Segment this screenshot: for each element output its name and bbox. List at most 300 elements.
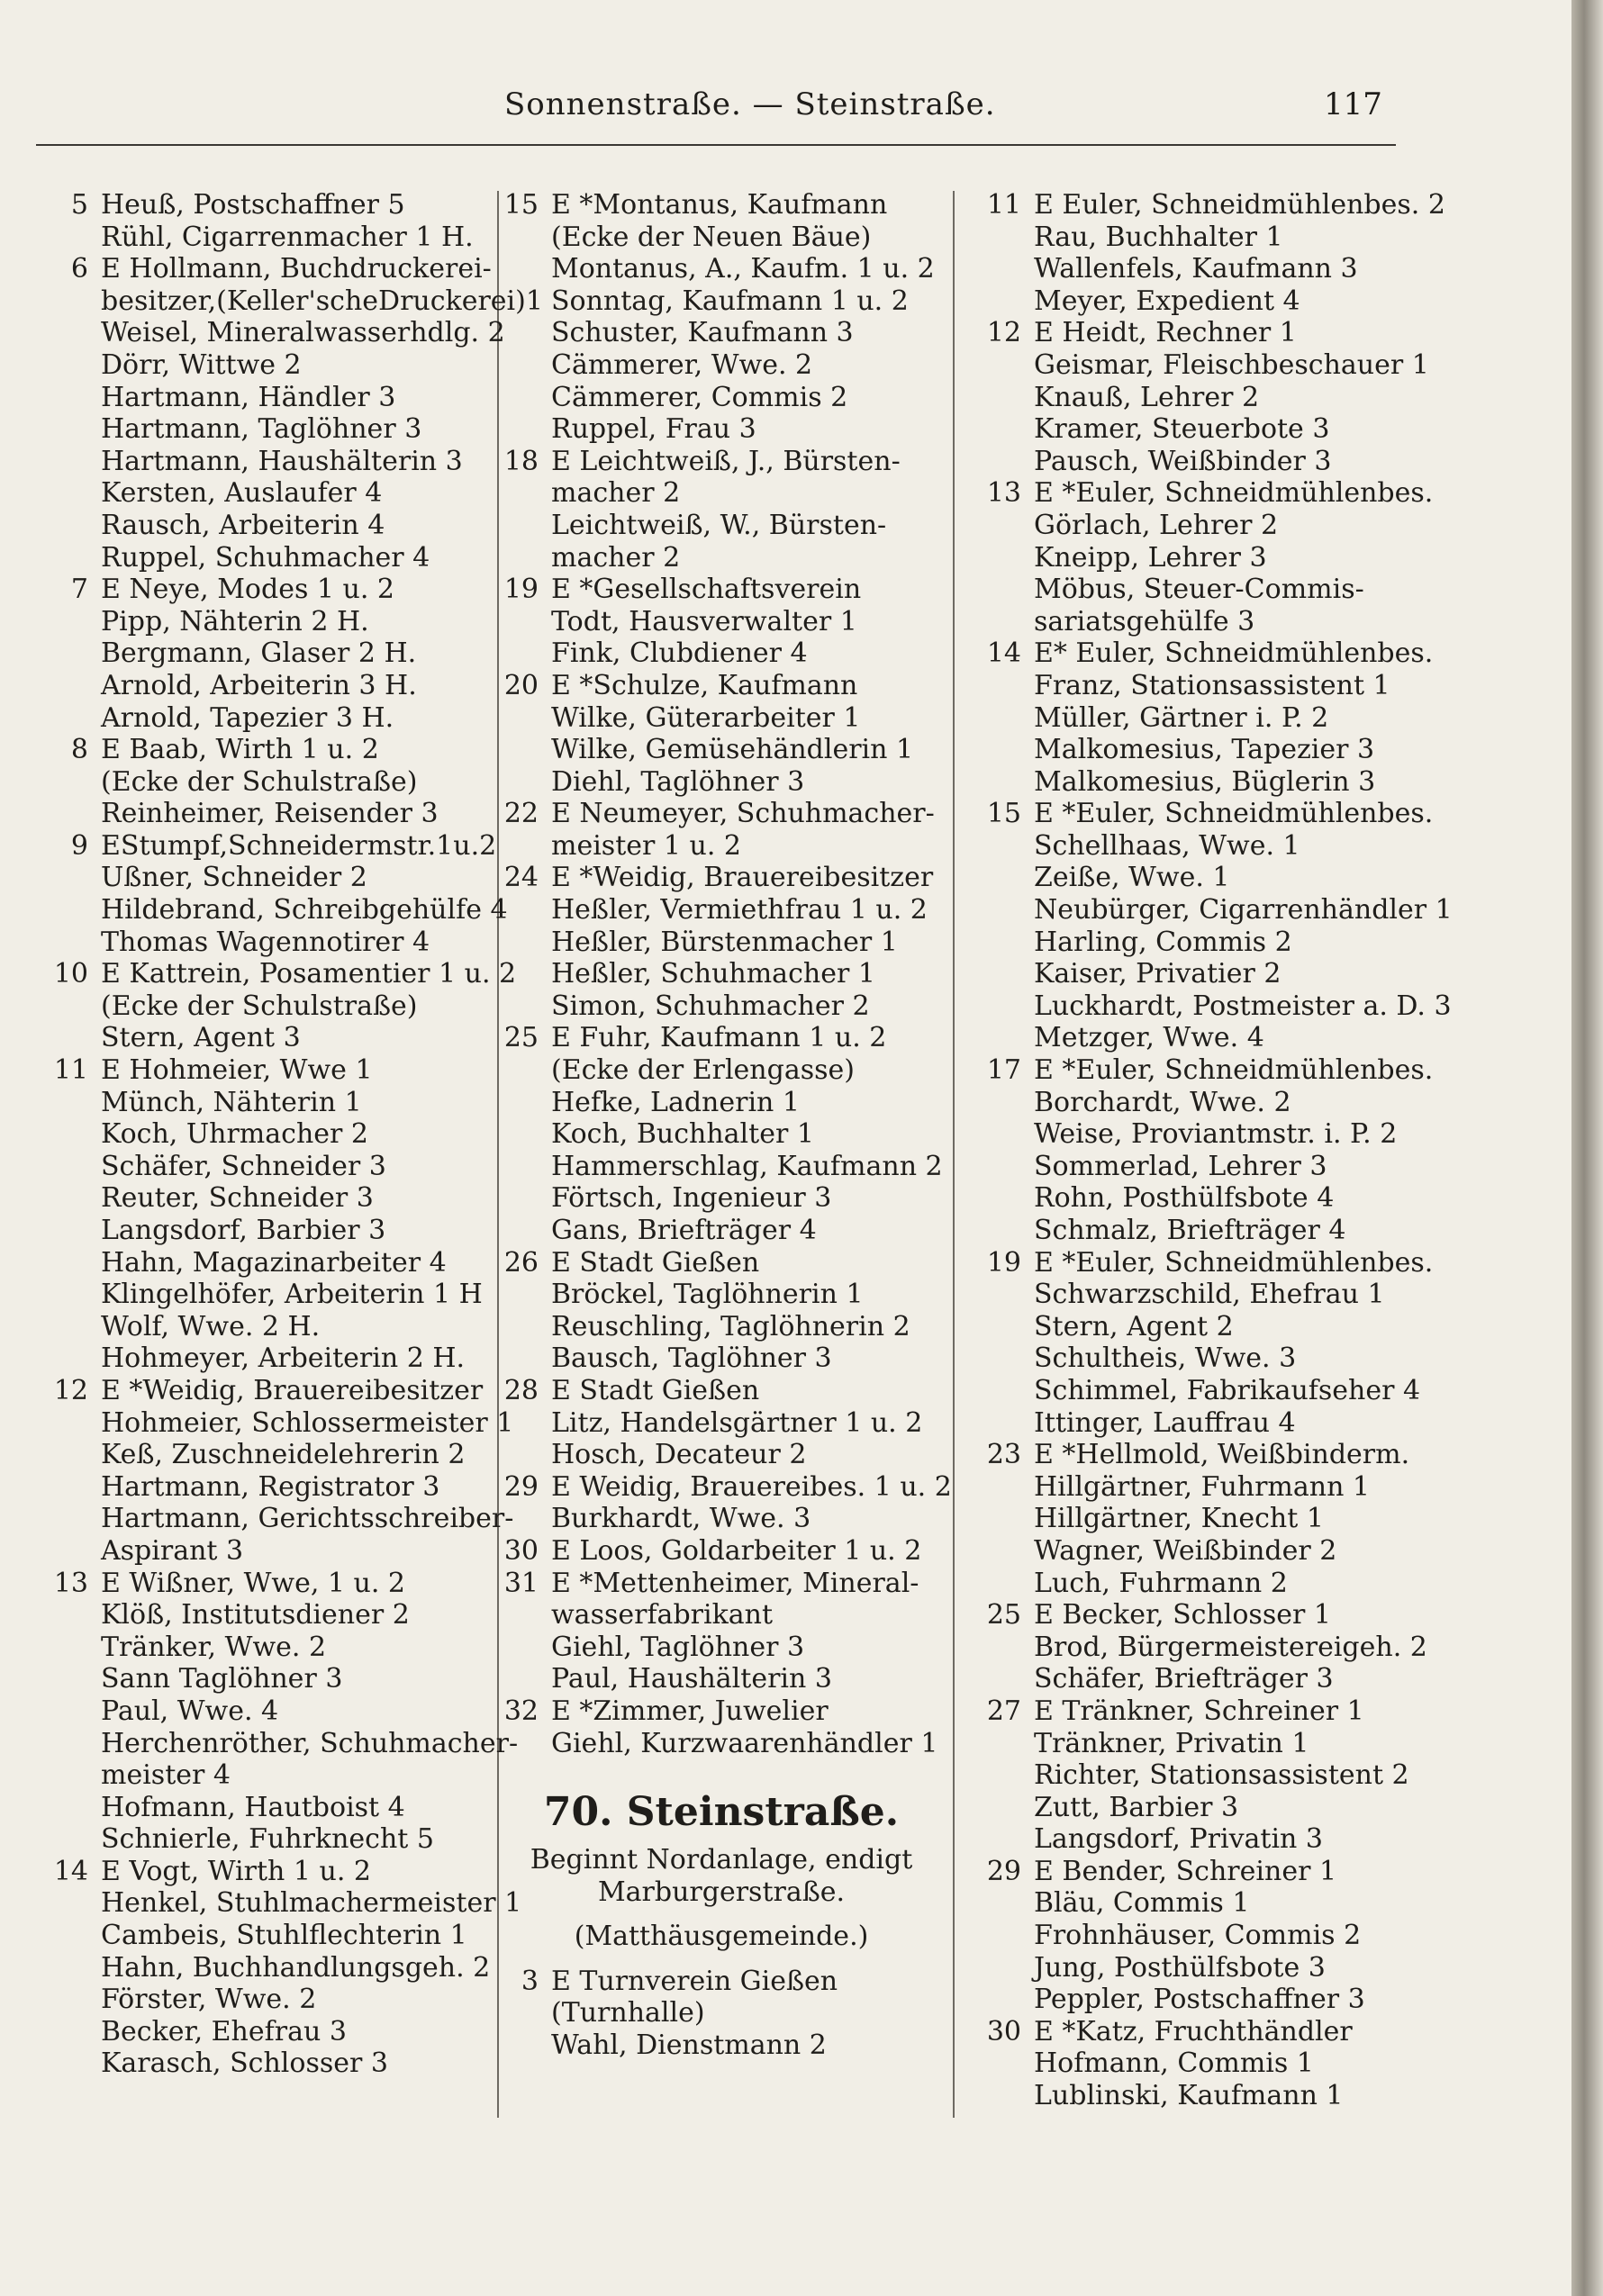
directory-entry <box>551 1279 947 1311</box>
directory-entry <box>551 990 947 1023</box>
entry-text: Wallenfels, Kaufmann 3 <box>1034 253 1358 285</box>
entry-text: Wagner, Weißbinder 2 <box>1034 1534 1337 1567</box>
entry-text: Simon, Schuhmacher 2 <box>551 990 870 1022</box>
entry-text: Knauß, Lehrer 2 <box>1034 381 1260 413</box>
directory-entry <box>1034 702 1412 735</box>
entry-text: macher 2 <box>551 477 681 510</box>
directory-entry <box>1034 1823 1412 1856</box>
directory-entry <box>101 990 488 1023</box>
directory-entry <box>53 1567 488 1600</box>
entry-text: Gans, Briefträger 4 <box>551 1215 817 1246</box>
entry-text: E* Euler, Schneidmühlenbes. <box>1034 637 1434 670</box>
entry-text: Pipp, Nähterin 2 H. <box>101 605 369 637</box>
entry-text: besitzer,(Keller'scheDruckerei)1 <box>101 285 543 317</box>
section-description-2: Marburgerstraße. <box>597 1876 846 1908</box>
entry-text: E *Weidig, Brauereibesitzer <box>101 1374 484 1406</box>
entry-text: Weise, Proviantmstr. i. P. 2 <box>1034 1118 1398 1151</box>
section-parish: (Matthäusgemeinde.) <box>574 1921 869 1953</box>
entry-text: Bergmann, Glaser 2 H. <box>101 637 417 670</box>
directory-entry <box>1034 446 1412 478</box>
directory-entry <box>1034 2047 1412 2080</box>
house-number: 18 <box>503 445 539 477</box>
directory-entry <box>1034 1311 1412 1343</box>
entry-text: Zutt, Barbier 3 <box>1034 1791 1239 1823</box>
house-number: 10 <box>53 958 88 990</box>
directory-entry <box>503 862 947 894</box>
entry-text: Hefke, Ladnerin 1 <box>551 1086 800 1118</box>
directory-entry <box>551 637 947 670</box>
house-number: 27 <box>986 1695 1021 1727</box>
directory-entry <box>1034 285 1412 318</box>
entry-text: Reuschling, Taglöhnerin 2 <box>551 1310 910 1342</box>
directory-entry <box>101 1118 488 1151</box>
directory-entry <box>1034 253 1412 285</box>
entry-text: Schäfer, Schneider 3 <box>101 1150 386 1182</box>
directory-entry <box>101 1727 519 1760</box>
directory-entry <box>551 382 947 414</box>
directory-entry <box>101 894 508 927</box>
directory-entry <box>101 542 488 574</box>
directory-entry <box>1034 1471 1412 1504</box>
entry-text: (Turnhalle) <box>551 1997 705 2029</box>
entry-text: Hofmann, Commis 1 <box>1034 2047 1314 2080</box>
entry-text: Hahn, Buchhandlungsgeh. 2 <box>101 1951 491 1984</box>
directory-entry <box>101 1792 488 1824</box>
entry-text: Tränker, Wwe. 2 <box>101 1631 327 1663</box>
directory-entry <box>1034 927 1412 959</box>
directory-entry <box>1034 413 1412 446</box>
entry-text: E Neumeyer, Schuhmacher- <box>551 798 935 830</box>
entry-text: Hartmann, Gerichtsschreiber- <box>101 1503 514 1535</box>
entry-text: Cämmerer, Wwe. 2 <box>551 348 813 381</box>
house-number: 28 <box>503 1374 539 1406</box>
entry-text: Hillgärtner, Knecht 1 <box>1034 1503 1324 1535</box>
entry-text: Wilke, Güterarbeiter 1 <box>551 701 861 734</box>
directory-entry <box>551 1663 947 1695</box>
house-number: 14 <box>986 637 1021 670</box>
entry-text: Wolf, Wwe. 2 H. <box>101 1310 321 1342</box>
directory-entry <box>551 317 947 349</box>
house-number: 6 <box>70 253 88 285</box>
directory-entry <box>1034 990 1452 1023</box>
entry-text: Diehl, Taglöhner 3 <box>551 765 805 798</box>
house-number: 20 <box>503 669 539 701</box>
house-number: 13 <box>53 1567 88 1599</box>
directory-entry <box>503 1567 947 1600</box>
directory-entry <box>101 1951 491 1984</box>
entry-text: Klingelhöfer, Arbeiterin 1 H <box>101 1279 483 1311</box>
directory-entry <box>551 477 947 510</box>
entry-text: Kramer, Steuerbote 3 <box>1034 413 1330 446</box>
entry-text: Langsdorf, Privatin 3 <box>1034 1823 1323 1856</box>
entry-text: E *Hellmold, Weißbinderm. <box>1034 1439 1410 1471</box>
house-number: 19 <box>986 1246 1021 1279</box>
directory-entry <box>503 189 947 221</box>
directory-entry <box>551 606 947 638</box>
entry-text: E *Euler, Schneidmühlenbes. <box>1034 1054 1434 1087</box>
entry-text: Arnold, Tapezier 3 H. <box>101 701 394 734</box>
entry-text: Heßler, Schuhmacher 1 <box>551 958 875 990</box>
directory-entry <box>1034 221 1412 254</box>
entry-text: Görlach, Lehrer 2 <box>1034 509 1279 541</box>
directory-entry <box>1034 1535 1412 1568</box>
directory-entry <box>1034 1984 1412 2016</box>
entry-text: E *Euler, Schneidmühlenbes. <box>1034 798 1434 830</box>
house-number: 15 <box>503 189 539 221</box>
entry-text: Fink, Clubdiener 4 <box>551 637 808 670</box>
entry-text: Montanus, A., Kaufm. 1 u. 2 <box>551 253 935 285</box>
entry-text: Hartmann, Registrator 3 <box>101 1470 440 1503</box>
house-number: 15 <box>986 798 1021 830</box>
entry-text: macher 2 <box>551 541 681 574</box>
directory-entry <box>986 317 1412 349</box>
entry-text: Giehl, Taglöhner 3 <box>551 1631 805 1663</box>
directory-entry <box>101 1279 488 1311</box>
entry-text: Schmalz, Briefträger 4 <box>1034 1215 1346 1246</box>
directory-entry <box>101 317 505 349</box>
entry-text: E Leichtweiß, J., Bürsten- <box>551 445 901 477</box>
directory-entry <box>70 189 488 221</box>
entry-text: E Vogt, Wirth 1 u. 2 <box>101 1855 371 1887</box>
entry-text: Sann Taglöhner 3 <box>101 1663 343 1695</box>
entry-text: Wilke, Gemüsehändlerin 1 <box>551 734 914 766</box>
directory-entry <box>1034 1118 1412 1151</box>
entry-text: Hohmeier, Schlossermeister 1 <box>101 1406 514 1439</box>
entry-text: E Weidig, Brauereibes. 1 u. 2 <box>551 1470 952 1503</box>
directory-entry <box>101 1887 522 1920</box>
entry-text: Schwarzschild, Ehefrau 1 <box>1034 1279 1385 1311</box>
entry-text: Sonntag, Kaufmann 1 u. 2 <box>551 285 909 317</box>
directory-entry <box>101 1182 488 1215</box>
entry-text: Müller, Gärtner i. P. 2 <box>1034 701 1329 734</box>
directory-entry <box>101 1759 488 1792</box>
entry-text: Kneipp, Lehrer 3 <box>1034 541 1267 574</box>
directory-entry <box>1034 1631 1427 1664</box>
directory-entry <box>551 1054 947 1087</box>
house-number: 12 <box>986 317 1021 349</box>
directory-entry <box>1034 1087 1412 1119</box>
entry-text: E Stadt Gießen <box>551 1246 760 1279</box>
house-number: 29 <box>986 1855 1021 1887</box>
directory-entry <box>101 1695 488 1728</box>
entry-text: Schellhaas, Wwe. 1 <box>1034 829 1300 862</box>
entry-text: Rohn, Posthülfsbote 4 <box>1034 1182 1335 1215</box>
directory-entry <box>986 2015 1412 2048</box>
directory-entry <box>986 1695 1412 1728</box>
entry-text: Giehl, Kurzwaarenhändler 1 <box>551 1727 938 1759</box>
entry-text: Henkel, Stuhlmachermeister 1 <box>101 1887 522 1920</box>
directory-entry <box>551 1997 947 2029</box>
house-number: 24 <box>503 862 539 894</box>
directory-entry <box>1034 1663 1412 1695</box>
house-number: 26 <box>503 1246 539 1279</box>
directory-entry <box>1034 542 1412 574</box>
entry-text: Cambeis, Stuhlflechterin 1 <box>101 1920 467 1952</box>
entry-text: Langsdorf, Barbier 3 <box>101 1215 386 1246</box>
directory-entry <box>551 927 947 959</box>
entry-text: Brod, Bürgermeistereigeh. 2 <box>1034 1631 1427 1663</box>
directory-entry <box>101 927 488 959</box>
entry-text: Herchenröther, Schuhmacher- <box>101 1727 519 1759</box>
house-number: 11 <box>986 189 1021 221</box>
entry-text: E *Schulze, Kaufmann <box>551 669 858 701</box>
house-number: 7 <box>70 574 88 606</box>
directory-entry <box>1034 766 1412 799</box>
entry-text: E Euler, Schneidmühlenbes. 2 <box>1034 189 1445 221</box>
directory-entry <box>101 1311 488 1343</box>
directory-entry <box>551 349 947 382</box>
directory-entry <box>551 542 947 574</box>
directory-entry <box>503 1246 947 1279</box>
section-heading: 70. Steinstraße. <box>543 1789 900 1836</box>
directory-entry <box>101 382 488 414</box>
entry-text: Frohnhäuser, Commis 2 <box>1034 1920 1362 1952</box>
directory-entry <box>1034 1759 1412 1792</box>
entry-text: Becker, Ehefrau 3 <box>101 2015 347 2047</box>
directory-entry <box>1034 1887 1412 1920</box>
directory-entry <box>101 1471 488 1504</box>
directory-entry <box>551 766 947 799</box>
directory-entry <box>1034 606 1412 638</box>
house-number: 25 <box>503 1022 539 1054</box>
directory-entry <box>101 862 488 894</box>
entry-text: meister 4 <box>101 1759 231 1792</box>
directory-entry <box>986 637 1434 670</box>
entry-text: Hartmann, Haushälterin 3 <box>101 445 463 477</box>
directory-entry <box>986 1855 1412 1888</box>
entry-text: Förster, Wwe. 2 <box>101 1984 317 2016</box>
directory-entry <box>551 702 947 735</box>
entry-text: Stern, Agent 2 <box>1034 1310 1234 1342</box>
directory-entry <box>101 1406 514 1440</box>
entry-text: Tränkner, Privatin 1 <box>1034 1727 1309 1759</box>
entry-text: Rühl, Cigarrenmacher 1 H. <box>101 221 474 253</box>
entry-text: Karasch, Schlosser 3 <box>101 2047 388 2080</box>
directory-entry <box>986 1246 1434 1279</box>
directory-entry <box>503 1374 947 1407</box>
directory-entry <box>101 1599 488 1632</box>
entry-text: Heuß, Postschaffner 5 <box>101 189 405 221</box>
directory-entry <box>1034 574 1412 606</box>
directory-entry <box>1034 1728 1412 1760</box>
entry-text: E *Weidig, Brauereibesitzer <box>551 862 934 894</box>
entry-text: E *Katz, Fruchthändler <box>1034 2015 1353 2047</box>
directory-entry <box>551 1342 947 1375</box>
directory-entry <box>101 637 488 670</box>
directory-entry <box>551 1407 947 1440</box>
entry-text: Möbus, Steuer-Commis- <box>1034 574 1364 606</box>
entry-text: Heßler, Vermiethfrau 1 u. 2 <box>551 894 928 927</box>
entry-text: Wahl, Dienstmann 2 <box>551 2029 827 2062</box>
entry-text: E Bender, Schreiner 1 <box>1034 1855 1337 1887</box>
entry-text: Schimmel, Fabrikaufseher 4 <box>1034 1374 1421 1406</box>
directory-entry <box>101 1920 488 1952</box>
directory-entry <box>101 285 543 318</box>
entry-text: Malkomesius, Büglerin 3 <box>1034 765 1376 798</box>
directory-entry <box>551 1215 947 1247</box>
directory-entry <box>101 798 488 830</box>
directory-entry <box>551 2029 947 2062</box>
house-number: 23 <box>986 1439 1021 1471</box>
entry-text: Todt, Hausverwalter 1 <box>551 605 857 637</box>
entry-text: E Hohmeier, Wwe 1 <box>101 1054 373 1087</box>
entry-text: Thomas Wagennotirer 4 <box>101 926 430 958</box>
entry-text: E *Euler, Schneidmühlenbes. <box>1034 477 1434 510</box>
directory-entry <box>1034 830 1412 863</box>
directory-entry <box>101 766 488 799</box>
page-number: 117 <box>1324 86 1382 122</box>
entry-text: EStumpf,Schneidermstr.1u.2 <box>101 829 497 862</box>
entry-text: Ittinger, Lauffrau 4 <box>1034 1406 1296 1439</box>
entry-text: Paul, Wwe. 4 <box>101 1695 279 1727</box>
directory-entry <box>986 477 1434 510</box>
entry-text: (Ecke der Schulstraße) <box>101 765 418 798</box>
directory-entry <box>101 2047 488 2080</box>
directory-entry <box>1034 382 1412 414</box>
entry-text: Förtsch, Ingenieur 3 <box>551 1182 832 1215</box>
entry-text: Hohmeyer, Arbeiterin 2 H. <box>101 1342 466 1375</box>
entry-text: Borchardt, Wwe. 2 <box>1034 1086 1291 1118</box>
directory-entry <box>503 1695 947 1728</box>
house-number: 14 <box>53 1855 88 1887</box>
directory-entry <box>503 1022 947 1054</box>
directory-entry <box>101 413 488 446</box>
directory-entry <box>101 2016 488 2048</box>
entry-text: Koch, Uhrmacher 2 <box>101 1118 368 1151</box>
entry-text: E *Zimmer, Juwelier <box>551 1695 829 1727</box>
entry-text: wasserfabrikant <box>551 1599 774 1632</box>
column-2 <box>503 189 952 2062</box>
entry-text: Hartmann, Taglöhner 3 <box>101 413 422 446</box>
entry-text: Reinheimer, Reisender 3 <box>101 798 439 830</box>
entry-text: E Wißner, Wwe, 1 u. 2 <box>101 1567 406 1599</box>
directory-entry <box>101 606 488 638</box>
directory-entry <box>1034 734 1412 766</box>
directory-entry <box>551 1151 947 1183</box>
house-number: 31 <box>503 1567 539 1599</box>
entry-text: Bausch, Taglöhner 3 <box>551 1342 832 1375</box>
entry-text: Sommerlad, Lehrer 3 <box>1034 1150 1327 1182</box>
section-entries <box>521 1965 947 2062</box>
entry-text: Schuster, Kaufmann 3 <box>551 317 854 349</box>
entry-text: Aspirant 3 <box>101 1534 244 1567</box>
entry-text: Keß, Zuschneidelehrerin 2 <box>101 1439 466 1471</box>
directory-entry <box>101 1215 488 1247</box>
directory-entry <box>551 1087 947 1119</box>
directory-entry <box>986 1054 1434 1087</box>
directory-entry <box>101 1984 488 2016</box>
page-edge <box>1571 0 1603 2296</box>
directory-entry <box>551 1728 947 1760</box>
entry-text: Bröckel, Taglöhnerin 1 <box>551 1279 864 1311</box>
house-number: 29 <box>503 1470 539 1503</box>
entry-text: Kaiser, Privatier 2 <box>1034 958 1281 990</box>
directory-entry <box>1034 1182 1412 1215</box>
entry-text: Hildebrand, Schreibgehülfe 4 <box>101 894 508 927</box>
directory-entry <box>551 1311 947 1343</box>
directory-entry <box>101 1823 488 1856</box>
entry-text: Pausch, Weißbinder 3 <box>1034 445 1332 477</box>
entry-text: Münch, Nähterin 1 <box>101 1086 362 1118</box>
directory-entry <box>503 445 947 478</box>
house-number: 30 <box>986 2015 1021 2047</box>
entry-text: Luckhardt, Postmeister a. D. 3 <box>1034 990 1452 1022</box>
entry-text: meister 1 u. 2 <box>551 829 741 862</box>
entry-text: Franz, Stationsassistent 1 <box>1034 669 1390 701</box>
entry-text: Kersten, Auslaufer 4 <box>101 477 383 510</box>
entry-text: Harling, Commis 2 <box>1034 926 1292 958</box>
directory-entry <box>101 349 488 382</box>
directory-entry <box>53 1374 488 1407</box>
directory-entry <box>551 221 947 254</box>
directory-entry <box>1034 1374 1421 1407</box>
directory-entry <box>101 1151 488 1183</box>
entry-text: E Loos, Goldarbeiter 1 u. 2 <box>551 1534 922 1567</box>
entry-text: Klöß, Institutsdiener 2 <box>101 1599 410 1632</box>
directory-entry <box>101 1342 488 1375</box>
directory-entry <box>1034 1568 1412 1600</box>
directory-entry <box>101 446 488 478</box>
house-number: 19 <box>503 574 539 606</box>
header-rule <box>36 144 1396 146</box>
entry-text: Hosch, Decateur 2 <box>551 1439 807 1471</box>
directory-entry <box>1034 894 1453 927</box>
house-number: 8 <box>70 734 88 766</box>
entry-text: E *Montanus, Kaufmann <box>551 189 888 221</box>
directory-entry <box>1034 1792 1412 1824</box>
entry-text: Ruppel, Frau 3 <box>551 413 756 446</box>
directory-entry <box>1034 1279 1412 1311</box>
entry-text: Jung, Posthülfsbote 3 <box>1034 1951 1326 1984</box>
entry-text: Weisel, Mineralwasserhdlg. 2 <box>101 317 505 349</box>
entry-text: Burkhardt, Wwe. 3 <box>551 1503 811 1535</box>
directory-entry <box>101 477 488 510</box>
entry-text: E Heidt, Rechner 1 <box>1034 317 1297 349</box>
directory-entry <box>101 702 488 735</box>
directory-entry <box>1034 1151 1412 1183</box>
entry-text: Luch, Fuhrmann 2 <box>1034 1567 1288 1599</box>
entry-text: E Hollmann, Buchdruckerei- <box>101 253 492 285</box>
column-divider-2 <box>953 191 955 2118</box>
directory-entry <box>503 574 947 606</box>
directory-entry <box>551 285 947 318</box>
directory-entry <box>551 253 947 285</box>
section-description-1: Beginnt Nordanlage, endigt <box>530 1844 913 1876</box>
entry-text: Dörr, Wittwe 2 <box>101 348 302 381</box>
directory-entry <box>101 221 488 254</box>
directory-entry <box>551 1182 947 1215</box>
directory-entry <box>1034 1920 1412 1952</box>
entry-text: Schultheis, Wwe. 3 <box>1034 1342 1297 1375</box>
house-number: 30 <box>503 1534 539 1567</box>
directory-entry <box>1034 1503 1412 1535</box>
house-number: 3 <box>521 1965 539 1997</box>
entry-text: E *Euler, Schneidmühlenbes. <box>1034 1246 1434 1279</box>
entry-text: Stern, Agent 3 <box>101 1022 301 1054</box>
entry-text: Ruppel, Schuhmacher 4 <box>101 541 430 574</box>
directory-entry <box>551 1632 947 1664</box>
entry-text: E Neye, Modes 1 u. 2 <box>101 574 394 606</box>
entry-text: Rau, Buchhalter 1 <box>1034 221 1283 253</box>
directory-entry <box>101 1439 488 1471</box>
house-number: 12 <box>53 1374 88 1406</box>
directory-entry <box>551 830 947 863</box>
directory-entry <box>503 798 947 830</box>
house-number: 17 <box>986 1054 1021 1087</box>
entry-text: Cämmerer, Commis 2 <box>551 381 848 413</box>
entry-text: E Becker, Schlosser 1 <box>1034 1599 1331 1632</box>
directory-entry <box>1034 510 1412 542</box>
